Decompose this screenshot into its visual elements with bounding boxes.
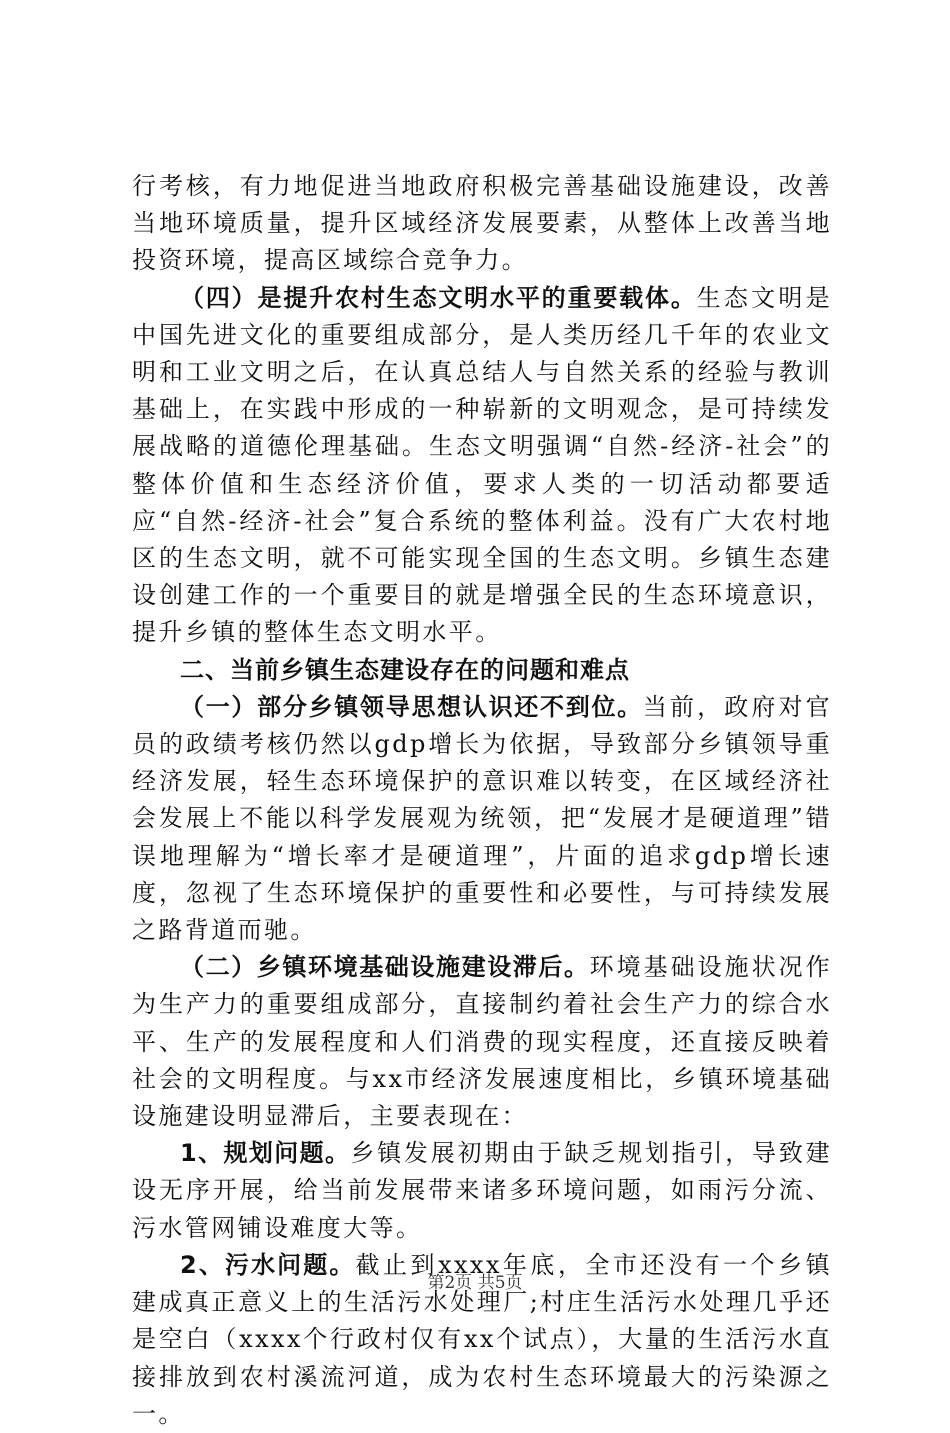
paragraph-item-2 — [132, 949, 832, 1135]
page-indicator: 第2页 共5页 — [427, 1273, 523, 1293]
paragraph-text: 环境基础设施状况作为生产力的重要组成部分，直接制约着社会生产力的综合水平、生产的发展程度和人们消费的现实程度，还直接反映着社会的文明程度。与xx市经济发展速度相比，乡镇环境基础设施建设明显滞后，主要表现在： — [132, 953, 832, 1131]
paragraph-lead: 1、规划问题。 — [180, 1139, 351, 1168]
paragraph-lead: （四）是提升农村生态文明水平的重要载体。 — [180, 283, 697, 312]
paragraph-item-4 — [132, 280, 832, 652]
paragraph-text: 生态文明是中国先进文化的重要组成部分，是人类历经几千年的农业文明和工业文明之后，在认真总结人与自然关系的经验与教训基础上，在实践中形成的一种崭新的文明观念，是可持续发展战略的道德伦理基础。生态文明强调“自然-经济-社会”的整体价值和生态经济价值，要求人类的一切活动都要适应“自然-经济-社会”复合系统的整体利益。没有广大农村地区的生态文明，就不可能实现全国的生态文明。乡镇生态建设创建工作的一个重要目的就是增强全民的生态环境意识，提升乡镇的整体生态文明水平。 — [132, 283, 833, 647]
paragraph-text: 截止到xxxx年底，全市还没有一个乡镇建成真正意义上的生活污水处理厂;村庄生活污水处理几乎还是空白（xxxx个行政村仅有xx个试点），大量的生活污水直接排放到农村溪流河道，成为农村生态环境最大的污染源之一。 — [132, 1250, 832, 1428]
document-body — [132, 168, 832, 1433]
paragraph-lead: （一）部分乡镇领导思想认识还不到位。 — [180, 692, 643, 721]
paragraph-item-1 — [132, 689, 832, 949]
section-heading: 二、当前乡镇生态建设存在的问题和难点 — [180, 655, 630, 684]
paragraph-text: 乡镇发展初期由于缺乏规划指引，导致建设无序开展，给当前发展带来诸多环境问题，如雨污分流、污水管网铺设难度大等。 — [132, 1139, 832, 1242]
paragraph-continuation: 行考核，有力地促进当地政府积极完善基础设施建设，改善当地环境质量，提升区域经济发展要素，从整体上改善当地投资环境，提高区域综合竞争力。 — [132, 172, 832, 275]
paragraph-planning — [132, 1135, 832, 1247]
paragraph-lead: 2、污水问题。 — [180, 1250, 356, 1279]
paragraph-text: 当前，政府对官员的政绩考核仍然以gdp增长为依据，导致部分乡镇领导重经济发展，轻生态环境保护的意识难以转变，在区域经济社会发展上不能以科学发展观为统领，把“发展才是硬道理”错误地理解为“增长率才是硬道理”，片面的追求gdp增长速度，忽视了生态环境保护的重要性和必要性，与可持续发展之路背道而驰。 — [132, 692, 832, 945]
page-footer — [0, 1268, 950, 1293]
paragraph-lead: （二）乡镇环境基础设施建设滞后。 — [180, 953, 590, 982]
